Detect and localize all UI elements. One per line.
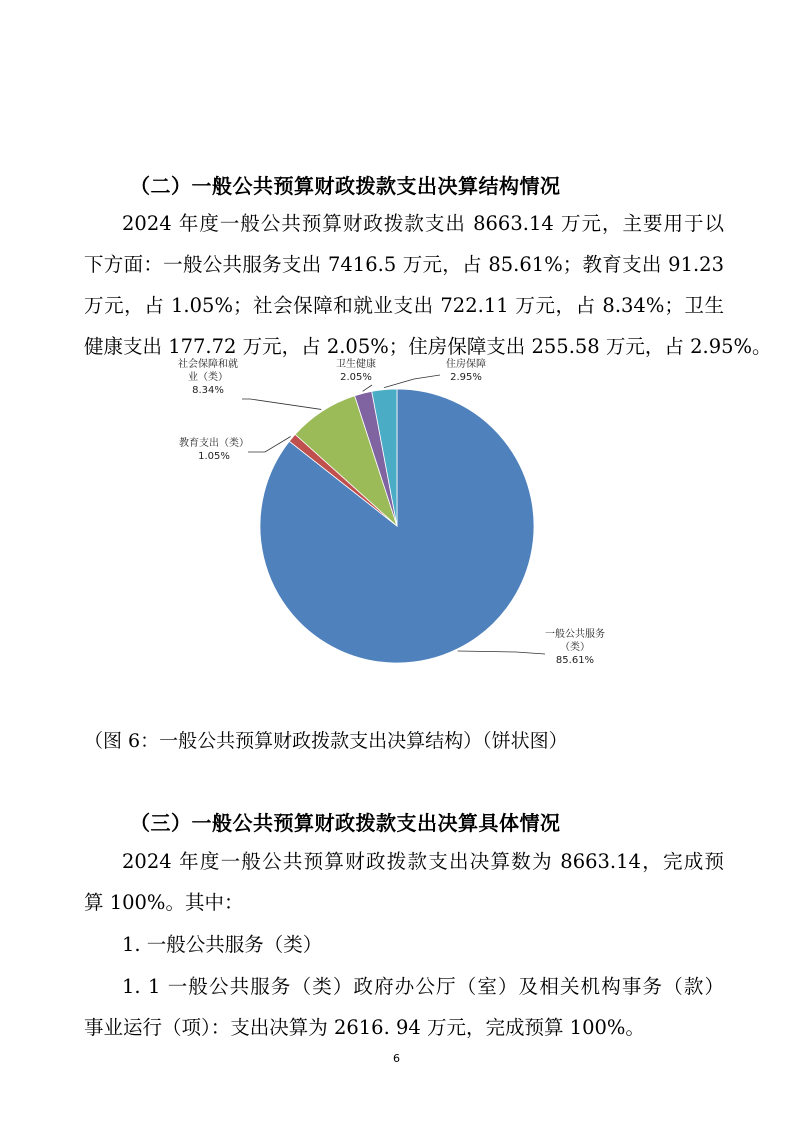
leader-line: [242, 399, 321, 409]
slice-value-label: 1.05%: [198, 451, 230, 462]
leader-line: [384, 375, 440, 388]
slice-category-label: 教育支出（类）: [179, 438, 249, 449]
paragraph-line: 健康支出 177.72 万元，占 2.05%；住房保障支出 255.58 万元，占 2.95%。: [84, 335, 772, 358]
figure-caption: （图 6：一般公共预算财政拨款支出决算结构）（饼状图）: [84, 730, 568, 752]
slice-category-label: （类）: [560, 642, 590, 653]
paragraph-line: 事业运行（项）：支出决算为 2616. 94 万元，完成预算 100%。: [84, 1016, 645, 1039]
paragraph-line: 万元，占 1.05%；社会保障和就业支出 722.11 万元，占 8.34%；卫生: [84, 294, 724, 317]
slice-category-label: 社会保障和就: [178, 359, 238, 370]
section-heading-3: （三）一般公共预算财政拨款支出决算具体情况: [130, 811, 561, 835]
pie-chart: [0, 355, 793, 685]
slice-value-label: 8.34%: [192, 385, 224, 396]
slice-category-label: 一般公共服务: [545, 629, 605, 640]
paragraph-line: 2024 年度一般公共预算财政拨款支出决算数为 8663.14，完成预: [122, 850, 724, 873]
list-item-1: 1. 一般公共服务（类）: [122, 933, 323, 956]
slice-value-label: 2.05%: [340, 372, 372, 383]
slice-category-label: 卫生健康: [336, 359, 376, 370]
paragraph-line: 2024 年度一般公共预算财政拨款支出 8663.14 万元，主要用于以: [122, 212, 724, 235]
paragraph-line: 下方面：一般公共服务支出 7416.5 万元，占 85.61%；教育支出 91.23: [84, 253, 724, 276]
leader-line: [363, 385, 372, 391]
paragraph-line: 1. 1 一般公共服务（类）政府办公厅（室）及相关机构事务（款）: [122, 975, 724, 998]
page-number: 6: [393, 1052, 400, 1065]
paragraph-line: 算 100%。其中：: [84, 891, 244, 914]
slice-value-label: 2.95%: [450, 372, 482, 383]
section-heading-2: （二）一般公共预算财政拨款支出决算结构情况: [130, 174, 561, 198]
slice-value-label: 85.61%: [555, 655, 595, 666]
leader-line: [458, 651, 545, 654]
slice-category-label: 住房保障: [446, 359, 486, 370]
slice-category-label: 业（类）: [188, 372, 228, 383]
